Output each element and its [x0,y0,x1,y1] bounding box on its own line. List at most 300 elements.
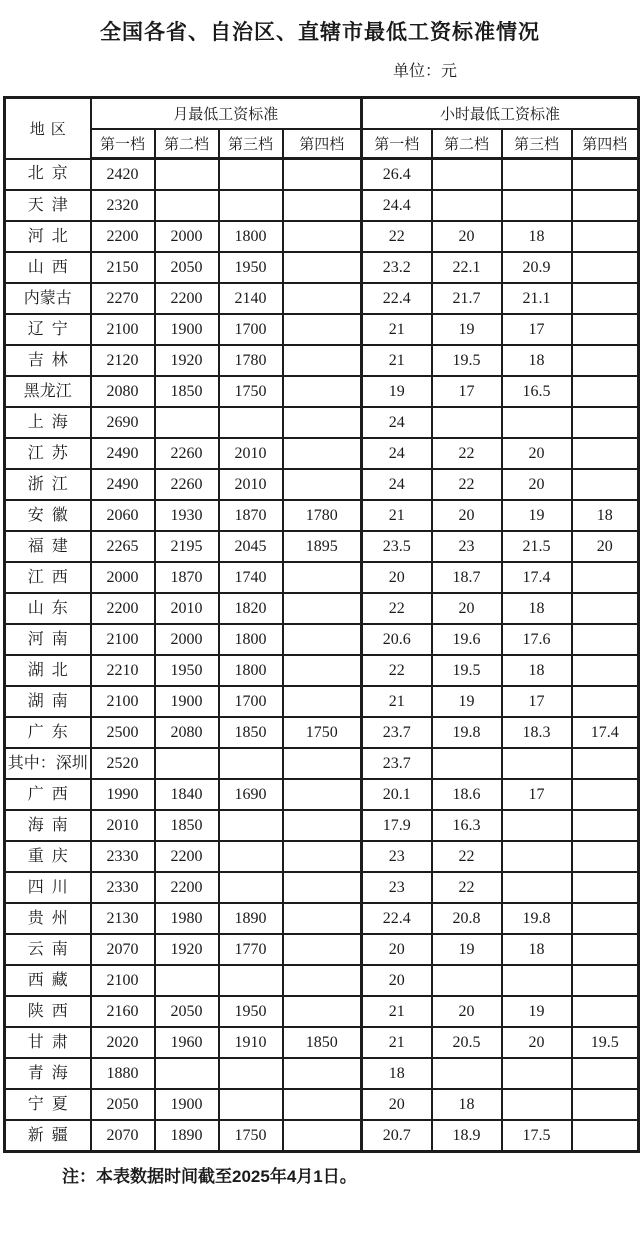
region-cell: 上海 [5,407,91,438]
region-cell: 北京 [5,159,91,191]
table-row [5,1089,639,1120]
region-cell: 湖南 [5,686,91,717]
monthly-tier-3-value-cell [219,965,283,996]
monthly-tier-2-value-cell: 2260 [155,438,219,469]
table-row [5,159,639,191]
hourly-tier-1-value-cell: 22.4 [362,283,432,314]
monthly-tier-1-value-cell: 1880 [91,1058,155,1089]
monthly-tier-4-value-cell [283,686,362,717]
hourly-tier-2-value-cell [432,1058,502,1089]
monthly-tier-4-value-cell [283,748,362,779]
table-header-row [5,98,639,130]
monthly-tier-3-value-cell: 1800 [219,624,283,655]
monthly-tier-1-value-cell: 2330 [91,872,155,903]
table-row [5,221,639,252]
monthly-tier-2-value-cell: 1850 [155,810,219,841]
hourly-tier-4-value-cell [572,283,639,314]
monthly-tier-1-value-cell: 2070 [91,1120,155,1152]
hourly-tier-4-value-cell [572,438,639,469]
hourly-tier-3-value-cell: 19 [502,996,572,1027]
hourly-tier-2-value-cell: 19.5 [432,655,502,686]
monthly-tier-2-value-cell: 2010 [155,593,219,624]
hourly-tier-3-value-cell: 18 [502,221,572,252]
hourly-tier-4-value-cell [572,934,639,965]
hourly-tier-1-value-cell: 23 [362,841,432,872]
monthly-tier-2-value-cell: 1900 [155,314,219,345]
hourly-tier-3-value-cell [502,1089,572,1120]
hourly-tier-3-value-cell: 17.6 [502,624,572,655]
monthly-tier-1-value-cell: 2050 [91,1089,155,1120]
hourly-tier-2-value-cell: 23 [432,531,502,562]
monthly-tier-3-value-cell [219,1058,283,1089]
monthly-tier-1-value-cell: 2160 [91,996,155,1027]
hourly-tier-2-value-cell: 19 [432,314,502,345]
hourly-tier-1-value-cell: 22 [362,593,432,624]
monthly-tier-4-value-cell: 1750 [283,717,362,748]
hourly-tier-1-value-cell: 21 [362,1027,432,1058]
monthly-tier-2-value-cell: 1950 [155,655,219,686]
monthly-tier-4-value-cell: 1850 [283,1027,362,1058]
hourly-tier-4-value-cell [572,593,639,624]
region-cell: 江西 [5,562,91,593]
hourly-tier-3-value-cell [502,872,572,903]
hourly-tier-3-value-cell: 17 [502,686,572,717]
monthly-tier-4-value-cell [283,996,362,1027]
monthly-tier-4-value-cell [283,314,362,345]
table-row [5,1027,639,1058]
hourly-tier-1-value-cell: 20 [362,934,432,965]
monthly-tier-4-value-cell [283,624,362,655]
table-row [5,500,639,531]
region-cell: 黑龙江 [5,376,91,407]
hourly-tier-4-value-cell [572,562,639,593]
monthly-tier-2-value-cell: 2050 [155,996,219,1027]
monthly-tier-4-value-cell [283,469,362,500]
region-cell: 重庆 [5,841,91,872]
monthly-tier-1-value-cell: 2500 [91,717,155,748]
monthly-tier-4-value-cell [283,1089,362,1120]
monthly-tier-4-value-cell [283,376,362,407]
monthly-tier-3-value-cell: 2010 [219,469,283,500]
monthly-tier-3-value-cell [219,841,283,872]
monthly-tier-2-value-cell [155,159,219,191]
hourly-tier-header: 第一档 [362,129,432,159]
hourly-tier-3-value-cell: 20 [502,438,572,469]
table-row [5,190,639,221]
hourly-tier-2-value-cell: 20.8 [432,903,502,934]
monthly-tier-4-value-cell [283,779,362,810]
hourly-tier-3-value-cell [502,965,572,996]
hourly-tier-4-value-cell [572,314,639,345]
hourly-tier-2-value-cell: 19 [432,686,502,717]
table-row [5,314,639,345]
table-row [5,438,639,469]
hourly-tier-4-value-cell: 19.5 [572,1027,639,1058]
monthly-tier-3-value-cell: 1870 [219,500,283,531]
monthly-tier-3-value-cell: 2010 [219,438,283,469]
hourly-tier-2-value-cell: 19.6 [432,624,502,655]
region-cell: 云南 [5,934,91,965]
monthly-tier-2-value-cell [155,1058,219,1089]
tier-header-row [5,129,639,159]
table-row [5,562,639,593]
monthly-tier-4-value-cell [283,1058,362,1089]
hourly-tier-4-value-cell [572,1089,639,1120]
monthly-tier-4-value-cell [283,903,362,934]
monthly-tier-1-value-cell: 2210 [91,655,155,686]
hourly-tier-4-value-cell [572,407,639,438]
table-row [5,934,639,965]
hourly-tier-2-value-cell: 21.7 [432,283,502,314]
hourly-tier-2-value-cell: 22 [432,438,502,469]
region-cell: 海南 [5,810,91,841]
monthly-tier-1-value-cell: 2100 [91,314,155,345]
monthly-tier-1-value-cell: 1990 [91,779,155,810]
monthly-tier-3-value-cell [219,190,283,221]
region-cell: 安徽 [5,500,91,531]
hourly-tier-4-value-cell [572,159,639,191]
region-cell: 广西 [5,779,91,810]
hourly-tier-3-value-cell: 19 [502,500,572,531]
table-row [5,283,639,314]
hourly-tier-4-value-cell [572,376,639,407]
hourly-tier-3-value-cell: 18 [502,934,572,965]
hourly-tier-2-value-cell: 22.1 [432,252,502,283]
monthly-tier-2-value-cell: 2260 [155,469,219,500]
hourly-tier-2-value-cell [432,748,502,779]
monthly-tier-3-value-cell: 1910 [219,1027,283,1058]
hourly-tier-1-value-cell: 21 [362,345,432,376]
hourly-tier-1-value-cell: 22.4 [362,903,432,934]
monthly-tier-2-value-cell: 1920 [155,345,219,376]
monthly-tier-2-value-cell: 1850 [155,376,219,407]
monthly-tier-2-value-cell: 1930 [155,500,219,531]
min-wage-table [3,96,640,1153]
monthly-tier-1-value-cell: 2270 [91,283,155,314]
region-cell: 四川 [5,872,91,903]
table-row [5,376,639,407]
hourly-tier-4-value-cell [572,779,639,810]
hourly-tier-3-value-cell: 20 [502,1027,572,1058]
hourly-tier-2-value-cell: 17 [432,376,502,407]
monthly-tier-header: 第四档 [283,129,362,159]
hourly-tier-4-value-cell: 20 [572,531,639,562]
hourly-tier-2-value-cell: 20 [432,500,502,531]
hourly-tier-2-value-cell: 18 [432,1089,502,1120]
hourly-tier-2-value-cell: 20.5 [432,1027,502,1058]
monthly-tier-3-value-cell: 1690 [219,779,283,810]
monthly-tier-1-value-cell: 2020 [91,1027,155,1058]
hourly-tier-2-value-cell [432,407,502,438]
monthly-tier-4-value-cell [283,283,362,314]
monthly-tier-2-value-cell: 1960 [155,1027,219,1058]
table-row [5,655,639,686]
hourly-tier-3-value-cell: 21.5 [502,531,572,562]
hourly-tier-2-value-cell: 18.6 [432,779,502,810]
monthly-tier-1-value-cell: 2200 [91,221,155,252]
hourly-tier-4-value-cell [572,469,639,500]
footnote: 注：本表数据时间截至2025年4月1日。 [62,1167,357,1186]
hourly-tier-1-value-cell: 24.4 [362,190,432,221]
hourly-tier-2-value-cell [432,159,502,191]
monthly-tier-4-value-cell [283,810,362,841]
table-row [5,779,639,810]
region-cell: 福建 [5,531,91,562]
monthly-tier-2-value-cell: 2200 [155,841,219,872]
table-row [5,903,639,934]
monthly-tier-1-value-cell: 2690 [91,407,155,438]
monthly-tier-4-value-cell [283,593,362,624]
monthly-tier-3-value-cell: 1800 [219,655,283,686]
hourly-tier-3-value-cell [502,190,572,221]
hourly-tier-3-value-cell: 18 [502,655,572,686]
hourly-tier-4-value-cell [572,345,639,376]
monthly-tier-4-value-cell [283,190,362,221]
monthly-tier-1-value-cell: 2130 [91,903,155,934]
monthly-tier-4-value-cell [283,252,362,283]
hourly-tier-2-value-cell: 19.5 [432,345,502,376]
monthly-tier-2-value-cell: 2000 [155,221,219,252]
monthly-tier-2-value-cell [155,965,219,996]
table-row [5,686,639,717]
hourly-tier-1-value-cell: 20.6 [362,624,432,655]
monthly-tier-2-value-cell: 1900 [155,686,219,717]
hourly-tier-4-value-cell [572,624,639,655]
monthly-tier-3-value-cell: 2140 [219,283,283,314]
region-cell: 湖北 [5,655,91,686]
hourly-tier-3-value-cell [502,407,572,438]
hourly-tier-4-value-cell [572,1058,639,1089]
monthly-tier-4-value-cell [283,965,362,996]
region-cell: 河南 [5,624,91,655]
monthly-tier-3-value-cell: 1770 [219,934,283,965]
monthly-tier-1-value-cell: 2100 [91,686,155,717]
monthly-tier-4-value-cell [283,407,362,438]
monthly-tier-3-value-cell [219,407,283,438]
hourly-tier-3-value-cell: 18.3 [502,717,572,748]
monthly-tier-2-value-cell: 1920 [155,934,219,965]
monthly-tier-3-value-cell: 1780 [219,345,283,376]
hourly-tier-3-value-cell: 21.1 [502,283,572,314]
monthly-tier-3-value-cell: 1800 [219,221,283,252]
monthly-tier-2-value-cell: 1890 [155,1120,219,1152]
hourly-tier-3-value-cell [502,748,572,779]
hourly-tier-3-value-cell [502,810,572,841]
region-cell: 辽宁 [5,314,91,345]
region-cell: 广东 [5,717,91,748]
hourly-tier-1-value-cell: 23.7 [362,717,432,748]
monthly-tier-3-value-cell [219,159,283,191]
hourly-tier-2-value-cell: 19.8 [432,717,502,748]
monthly-section-header: 月最低工资标准 [91,98,362,130]
region-cell: 贵州 [5,903,91,934]
monthly-tier-2-value-cell: 2200 [155,872,219,903]
hourly-tier-1-value-cell: 20.1 [362,779,432,810]
monthly-tier-1-value-cell: 2060 [91,500,155,531]
monthly-tier-3-value-cell: 1750 [219,1120,283,1152]
monthly-tier-1-value-cell: 2420 [91,159,155,191]
monthly-tier-3-value-cell: 2045 [219,531,283,562]
monthly-tier-1-value-cell: 2320 [91,190,155,221]
monthly-tier-4-value-cell: 1780 [283,500,362,531]
hourly-tier-1-value-cell: 17.9 [362,810,432,841]
page-title: 全国各省、自治区、直辖市最低工资标准情况 [100,21,540,44]
hourly-tier-1-value-cell: 23 [362,872,432,903]
table-row [5,252,639,283]
hourly-tier-1-value-cell: 20.7 [362,1120,432,1152]
hourly-tier-4-value-cell [572,841,639,872]
monthly-tier-4-value-cell [283,345,362,376]
monthly-tier-3-value-cell [219,872,283,903]
hourly-tier-1-value-cell: 19 [362,376,432,407]
table-row [5,996,639,1027]
hourly-tier-1-value-cell: 23.5 [362,531,432,562]
hourly-tier-2-value-cell: 20 [432,221,502,252]
monthly-tier-2-value-cell: 2200 [155,283,219,314]
hourly-tier-3-value-cell: 18 [502,345,572,376]
monthly-tier-4-value-cell: 1895 [283,531,362,562]
hourly-tier-2-value-cell: 19 [432,934,502,965]
monthly-tier-4-value-cell [283,655,362,686]
hourly-tier-3-value-cell: 20.9 [502,252,572,283]
hourly-tier-2-value-cell: 20 [432,996,502,1027]
hourly-tier-2-value-cell: 20 [432,593,502,624]
hourly-tier-3-value-cell: 18 [502,593,572,624]
hourly-tier-2-value-cell: 22 [432,872,502,903]
monthly-tier-4-value-cell [283,841,362,872]
hourly-tier-4-value-cell: 17.4 [572,717,639,748]
monthly-tier-1-value-cell: 2010 [91,810,155,841]
hourly-tier-1-value-cell: 18 [362,1058,432,1089]
monthly-tier-1-value-cell: 2490 [91,438,155,469]
monthly-tier-3-value-cell: 1890 [219,903,283,934]
hourly-tier-2-value-cell: 22 [432,841,502,872]
hourly-tier-4-value-cell [572,252,639,283]
hourly-tier-3-value-cell: 16.5 [502,376,572,407]
region-cell: 浙江 [5,469,91,500]
hourly-tier-4-value-cell [572,965,639,996]
hourly-tier-4-value-cell [572,748,639,779]
monthly-tier-3-value-cell: 1850 [219,717,283,748]
hourly-tier-1-value-cell: 20 [362,1089,432,1120]
table-row [5,841,639,872]
table-row [5,748,639,779]
monthly-tier-1-value-cell: 2150 [91,252,155,283]
hourly-tier-2-value-cell: 18.7 [432,562,502,593]
monthly-tier-3-value-cell [219,748,283,779]
monthly-tier-3-value-cell: 1820 [219,593,283,624]
hourly-tier-1-value-cell: 21 [362,686,432,717]
region-cell: 吉林 [5,345,91,376]
hourly-tier-4-value-cell: 18 [572,500,639,531]
monthly-tier-4-value-cell [283,221,362,252]
monthly-tier-1-value-cell: 2520 [91,748,155,779]
hourly-tier-1-value-cell: 26.4 [362,159,432,191]
table-row [5,1058,639,1089]
region-cell: 江苏 [5,438,91,469]
table-row [5,1120,639,1152]
hourly-tier-4-value-cell [572,190,639,221]
table-row [5,469,639,500]
table-row [5,407,639,438]
hourly-tier-2-value-cell [432,190,502,221]
hourly-tier-1-value-cell: 21 [362,500,432,531]
monthly-tier-2-value-cell: 1840 [155,779,219,810]
monthly-tier-3-value-cell: 1750 [219,376,283,407]
region-cell: 河北 [5,221,91,252]
monthly-tier-2-value-cell: 2080 [155,717,219,748]
region-cell: 新疆 [5,1120,91,1152]
hourly-tier-1-value-cell: 23.2 [362,252,432,283]
monthly-tier-2-value-cell: 2050 [155,252,219,283]
monthly-tier-2-value-cell: 1900 [155,1089,219,1120]
monthly-tier-3-value-cell: 1950 [219,996,283,1027]
region-cell: 甘肃 [5,1027,91,1058]
hourly-tier-2-value-cell [432,965,502,996]
hourly-tier-3-value-cell [502,1058,572,1089]
monthly-tier-3-value-cell: 1700 [219,686,283,717]
region-cell: 山东 [5,593,91,624]
hourly-tier-1-value-cell: 20 [362,562,432,593]
hourly-tier-header: 第三档 [502,129,572,159]
hourly-tier-3-value-cell [502,159,572,191]
monthly-tier-4-value-cell [283,159,362,191]
hourly-tier-header: 第二档 [432,129,502,159]
hourly-tier-2-value-cell: 16.3 [432,810,502,841]
monthly-tier-1-value-cell: 2000 [91,562,155,593]
region-cell: 陕西 [5,996,91,1027]
hourly-tier-1-value-cell: 21 [362,314,432,345]
monthly-tier-1-value-cell: 2265 [91,531,155,562]
hourly-tier-3-value-cell: 17 [502,779,572,810]
hourly-tier-4-value-cell [572,872,639,903]
monthly-tier-1-value-cell: 2330 [91,841,155,872]
table-row [5,345,639,376]
monthly-tier-header: 第三档 [219,129,283,159]
hourly-tier-3-value-cell [502,841,572,872]
monthly-tier-1-value-cell: 2200 [91,593,155,624]
monthly-tier-header: 第一档 [91,129,155,159]
hourly-tier-3-value-cell: 17.5 [502,1120,572,1152]
region-cell: 其中：深圳 [5,748,91,779]
table-row [5,872,639,903]
monthly-tier-2-value-cell: 1980 [155,903,219,934]
region-cell: 西藏 [5,965,91,996]
hourly-tier-1-value-cell: 24 [362,407,432,438]
monthly-tier-3-value-cell [219,1089,283,1120]
monthly-tier-1-value-cell: 2080 [91,376,155,407]
monthly-tier-3-value-cell [219,810,283,841]
hourly-tier-3-value-cell: 20 [502,469,572,500]
monthly-tier-1-value-cell: 2100 [91,965,155,996]
monthly-tier-4-value-cell [283,934,362,965]
table-row [5,717,639,748]
hourly-tier-1-value-cell: 24 [362,469,432,500]
hourly-tier-4-value-cell [572,1120,639,1152]
table-row [5,593,639,624]
monthly-tier-1-value-cell: 2100 [91,624,155,655]
hourly-tier-1-value-cell: 20 [362,965,432,996]
monthly-tier-4-value-cell [283,1120,362,1152]
hourly-tier-2-value-cell: 18.9 [432,1120,502,1152]
monthly-tier-header: 第二档 [155,129,219,159]
region-cell: 内蒙古 [5,283,91,314]
hourly-tier-1-value-cell: 22 [362,221,432,252]
hourly-tier-1-value-cell: 24 [362,438,432,469]
monthly-tier-3-value-cell: 1950 [219,252,283,283]
monthly-tier-1-value-cell: 2070 [91,934,155,965]
monthly-tier-2-value-cell [155,407,219,438]
